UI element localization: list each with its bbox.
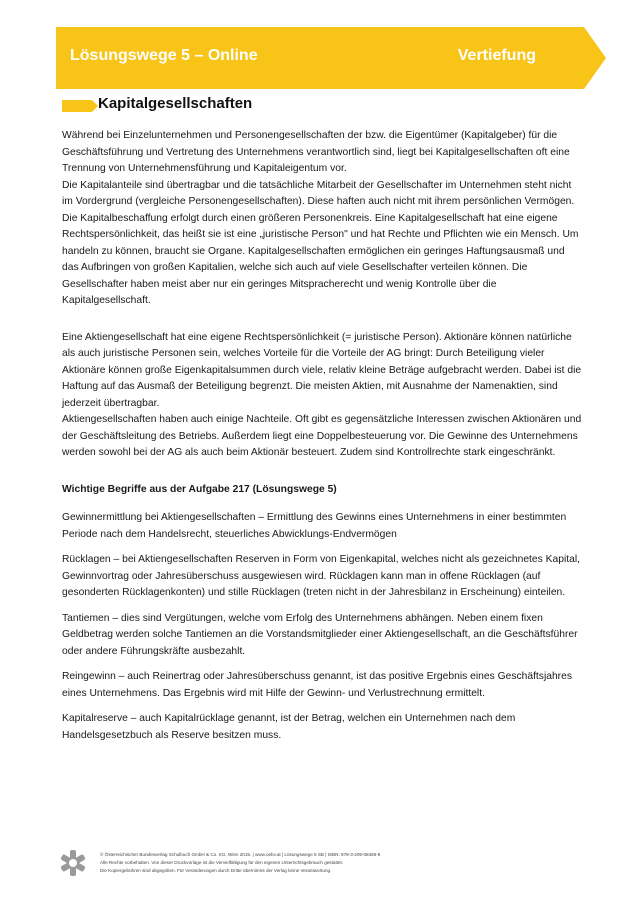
footer — [58, 848, 598, 878]
terms-heading: Wichtige Begriffe aus der Aufgabe 217 (Lösungswege 5) — [62, 483, 337, 495]
term-item: Tantiemen – dies sind Vergütungen, welche vom Erfolg des Unternehmens abhängen. Neben einem fixen Geldbetrag werden solche Tantiemen an die Vorstandsmitglieder einer Aktiengesellschaft, an die Geschäftsführer oder andere Führungskräfte ausbezahlt. — [62, 612, 578, 657]
term-item: Kapitalreserve – auch Kapitalrücklage genannt, ist der Betrag, welchen ein Unternehmen nach dem Handelsgesetzbuch als Reserve besitzen muss. — [62, 713, 516, 741]
paragraph: Eine Aktiengesellschaft hat eine eigene Rechtspersönlichkeit (= juristische Person). Aktionäre können natürliche als auch juristische Personen sein, welches Vorteile für die Vorteile der AG bringt: Durch Beteiligung vieler Aktionäre können große Eigenkapitalsummen durch viele, relativ kleine Beträge aufgebracht werden. Dabei ist die Haftung auf das Ausmaß der Beteiligung begrenzt. Die meisten Aktien, mit Ausnahme der Namenaktien, sind jederzeit übertragbar. — [62, 331, 582, 409]
paragraph: Die Kapitalanteile sind übertragbar und die tatsächliche Mitarbeit der Gesellschafter im Unternehmen steht nicht im Vordergrund (vergleiche Personengesellschaften). Diese haften auch nicht mit ihrem persönlichen Vermögen. Die Kapitalbeschaffung erfolgt durch einen größeren Personenkreis. Eine Kapitalgesellschaft hat eine eigene Rechtspersönlichkeit, das heißt sie ist eine „juristische Person" und hat Rechte und Pflichten wie ein Mensch. Um handeln zu können, braucht sie Organe. Kapitalgesellschaften ermöglichen ein geringes Haftungsausmaß und das Aufbringen von großen Kapitalien, welche sich auch auf viele Gesellschafter verteilen können. Die Gesellschafter haben meist aber nur ein geringes Mitspracherecht und wenig Kontrolle über die Kapitalgesellschaft. — [62, 179, 579, 306]
banner-section-label: Vertiefung — [457, 47, 536, 64]
main-content — [62, 128, 582, 753]
paragraph: Aktiengesellschaften haben auch einige Nachteile. Oft gibt es gegensätzliche Interessen zwischen Aktionären und der Geschäftsleitung des Betriebs. Außerdem liegt eine Doppelbesteuerung vor. Die Gewinne des Unternehmens werden sowohl bei der AG als auch beim Aktionär besteuert. Zudem sind Kontrollrechte stark eingeschränkt. — [62, 414, 582, 458]
footer-line: © Österreichischer Bundesverlag Schulbuch GmbH & Co. KG, Wien 2015. | www.oebv.at | Lösungswege 5 SB | ISBN: 978-3-209-08466-8 — [100, 852, 381, 857]
heading-arrow-icon — [62, 100, 98, 112]
header-banner — [56, 27, 606, 89]
section-heading: Kapitalgesellschaften — [98, 95, 253, 112]
term-item: Rücklagen – bei Aktiengesellschaften Reserven in Form von Eigenkapital, welches nicht als gezeichnetes Kapital, Gewinnvortrag oder Jahresüberschuss ausgewiesen wird. Rücklagen kann man in offene Rücklagen (auf gesonderten Rücklagenkonten) und stille Rücklagen (treten nicht in der Jahresbilanz in Erscheinung) einteilen. — [62, 554, 580, 598]
banner-title: Lösungswege 5 – Online — [70, 47, 258, 64]
footer-line: Alle Rechte vorbehalten. Von dieser Druckvorlage ist die Vervielfältigung für den eigenen Unterrichtsgebrauch gestattet. — [100, 860, 344, 865]
footer-copyright — [100, 851, 380, 875]
term-item: Reingewinn – auch Reinertrag oder Jahresüberschuss genannt, ist das positive Ergebnis eines Geschäftsjahres eines Unternehmens. Das Ergebnis wird mit Hilfe der Gewinn- und Verlustrechnung ermittelt. — [62, 671, 572, 699]
publisher-logo-icon — [58, 848, 88, 878]
paragraph: Während bei Einzelunternehmen und Personengesellschaften der bzw. die Eigentümer (Kapitalgeber) für die Geschäftsführung und Vertretung des Unternehmens verantwortlich sind, liegt bei Kapitalgesellschaften oft eine Trennung von Unternehmensführung und Kapitaleigentum vor. — [62, 130, 570, 174]
term-item: Gewinnermittlung bei Aktiengesellschaften – Ermittlung des Gewinns eines Unternehmens in einer bestimmten Periode nach dem Handelsrecht, steuerliches Abwicklungs-Endvermögen — [62, 512, 567, 540]
footer-line: Die Kopiergebühren sind abgegolten. Für Veränderungen durch Dritte übernimmt der Verlag keine Verantwortung. — [100, 868, 332, 873]
